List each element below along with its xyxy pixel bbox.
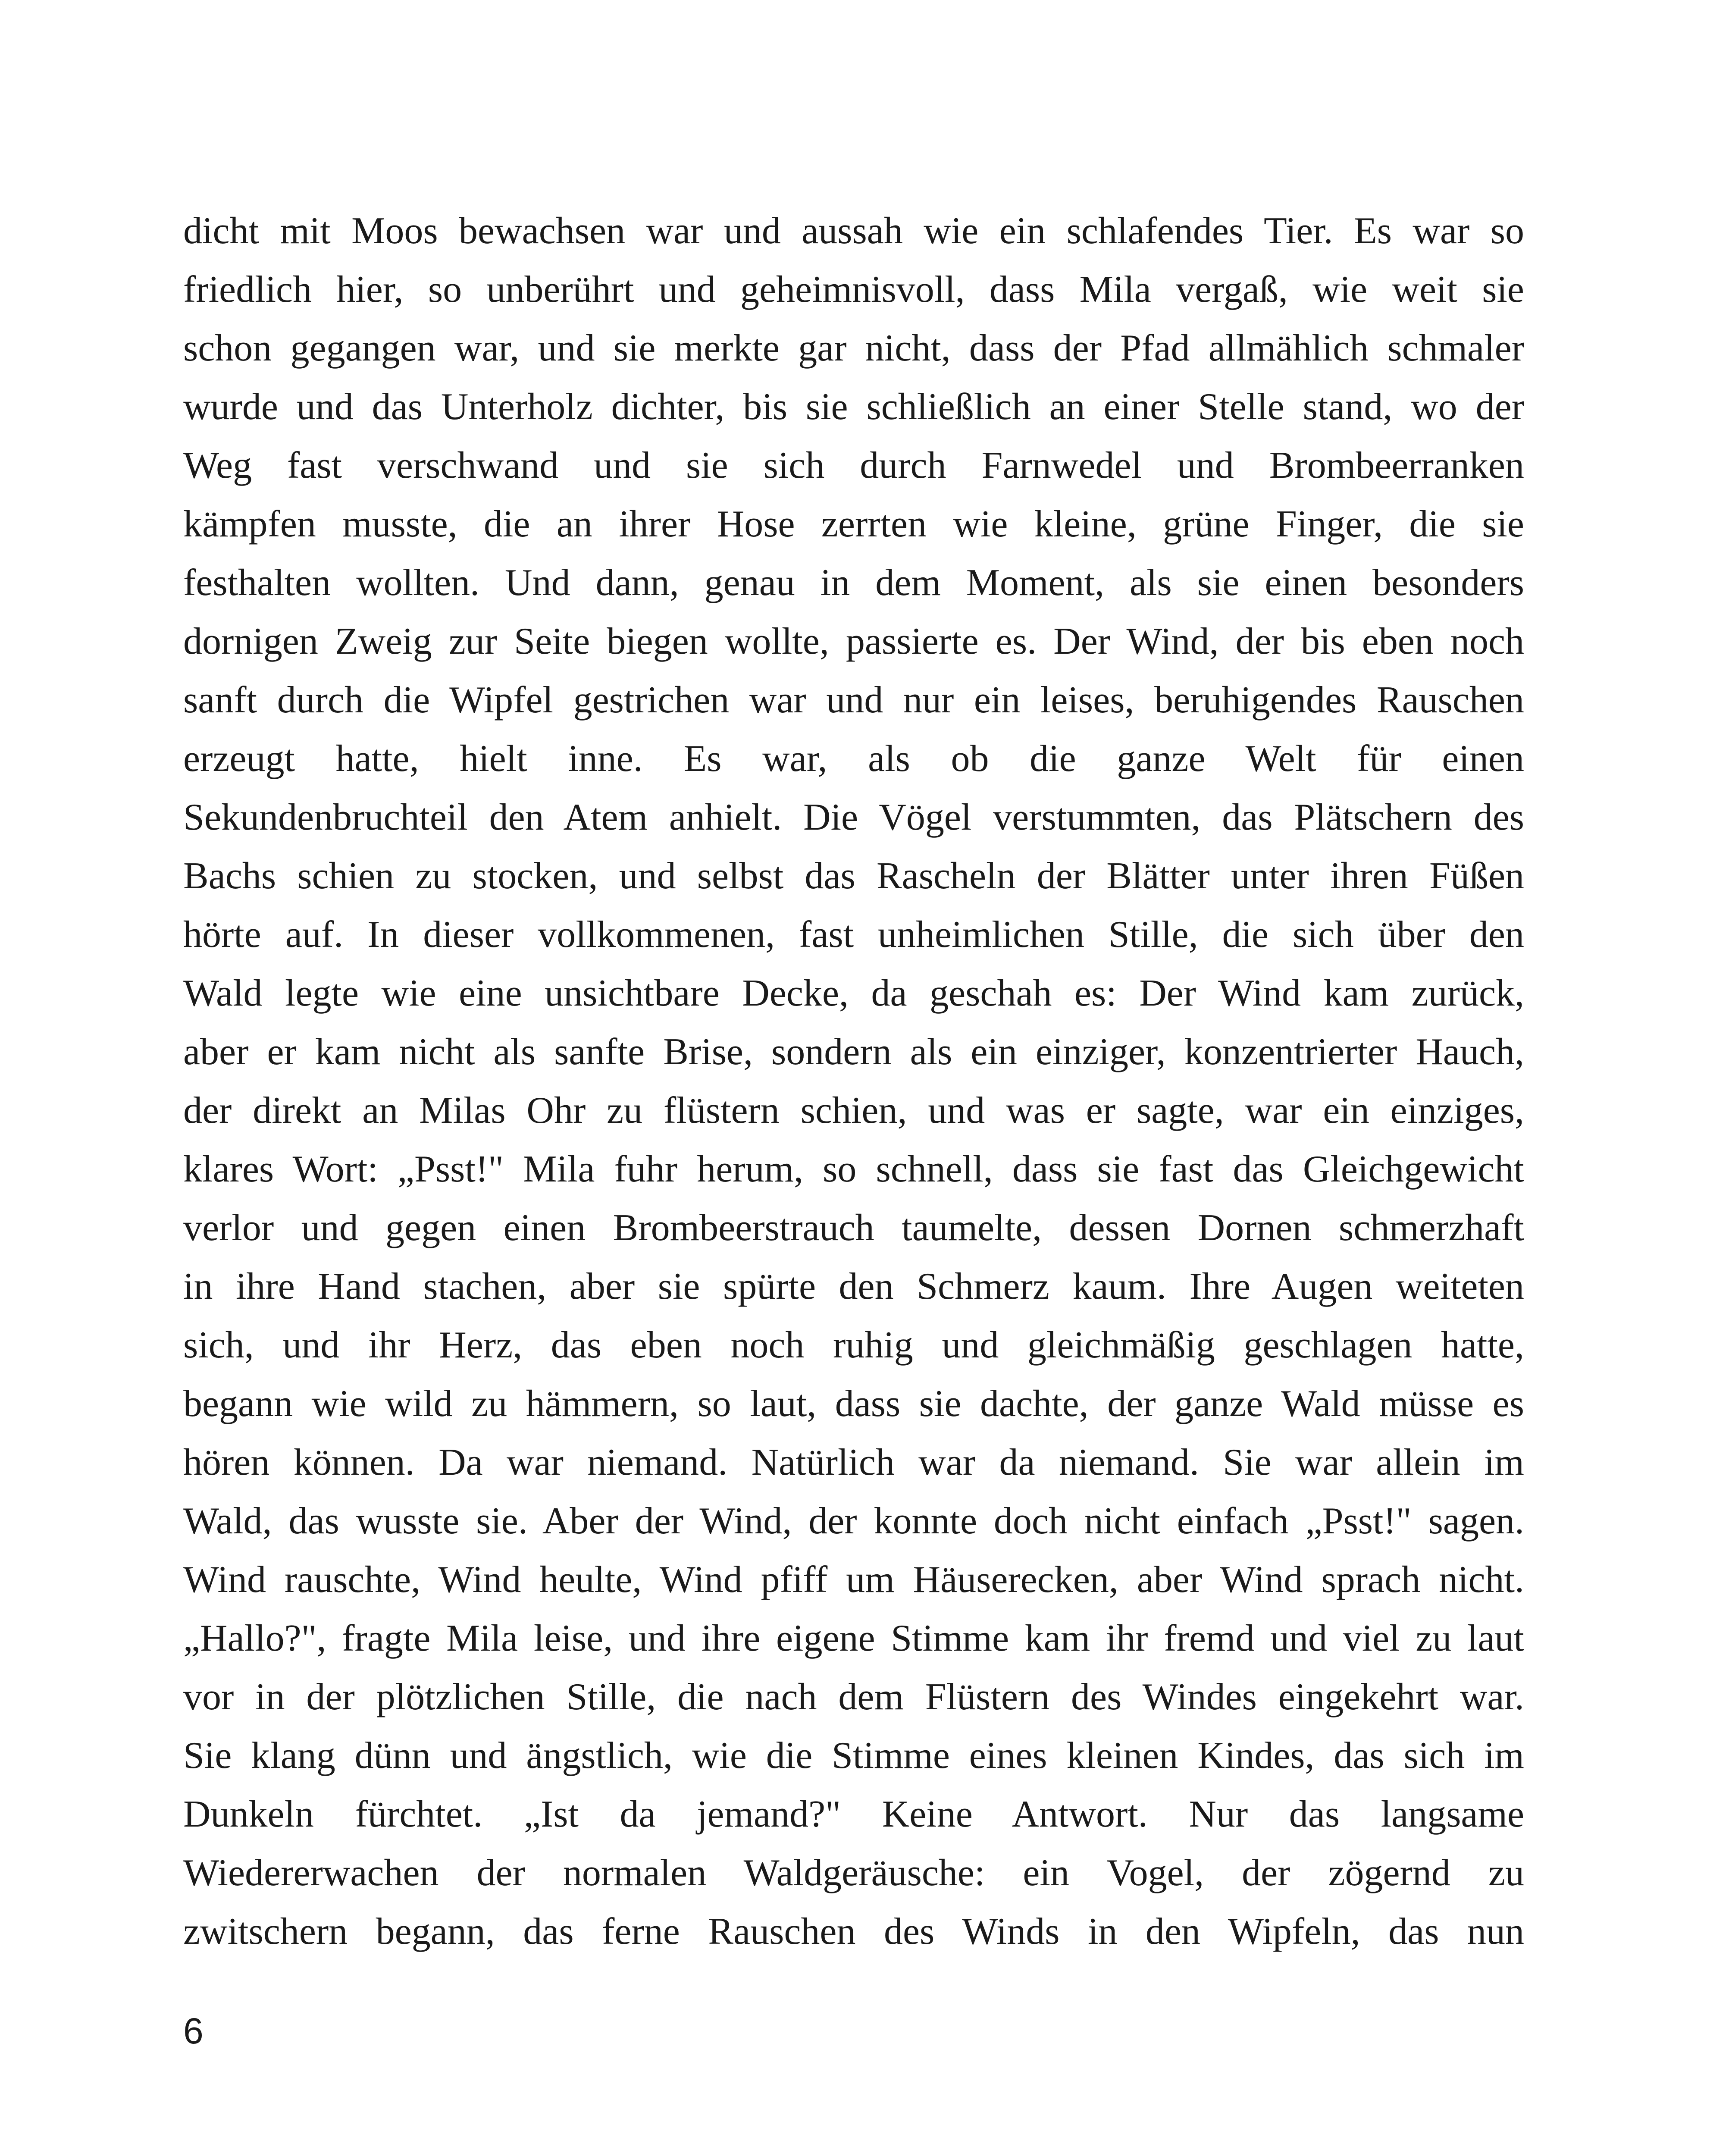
text-line: Wald legte wie eine unsichtbare Decke, da geschah es: Der Wind kam zurück, [183, 972, 1524, 1014]
text-line: kämpfen musste, die an ihrer Hose zerrten wie kleine, grüne Finger, die sie [183, 503, 1524, 545]
text-line: Wald, das wusste sie. Aber der Wind, der konnte doch nicht einfach „Psst!" sagen. [183, 1500, 1524, 1542]
text-line: dornigen Zweig zur Seite biegen wollte, passierte es. Der Wind, der bis eben noch [183, 620, 1524, 662]
text-line: wurde und das Unterholz dichter, bis sie schließlich an einer Stelle stand, wo der [183, 386, 1524, 428]
text-line: begann wie wild zu hämmern, so laut, dass sie dachte, der ganze Wald müsse es [183, 1383, 1524, 1425]
text-line: friedlich hier, so unberührt und geheimnisvoll, dass Mila vergaß, wie weit sie [183, 269, 1524, 310]
text-line: klares Wort: „Psst!" Mila fuhr herum, so schnell, dass sie fast das Gleichgewicht [183, 1148, 1524, 1190]
text-line: hörte auf. In dieser vollkommenen, fast unheimlichen Stille, die sich über den [183, 914, 1524, 956]
text-line: schon gegangen war, und sie merkte gar nicht, dass der Pfad allmählich schmaler [183, 327, 1524, 369]
text-line: in ihre Hand stachen, aber sie spürte den Schmerz kaum. Ihre Augen weiteten [183, 1266, 1524, 1307]
text-line: sich, und ihr Herz, das eben noch ruhig und gleichmäßig geschlagen hatte, [183, 1324, 1524, 1366]
text-line: „Hallo?", fragte Mila leise, und ihre eigene Stimme kam ihr fremd und viel zu laut [183, 1617, 1524, 1659]
text-line: Bachs schien zu stocken, und selbst das Rascheln der Blätter unter ihren Füßen [183, 855, 1524, 897]
text-line: Weg fast verschwand und sie sich durch Farnwedel und Brombeerranken [183, 445, 1524, 486]
text-line: erzeugt hatte, hielt inne. Es war, als ob die ganze Welt für einen [183, 738, 1524, 780]
body-text [183, 202, 1524, 1961]
text-line: Wind rauschte, Wind heulte, Wind pfiff um Häuserecken, aber Wind sprach nicht. [183, 1559, 1524, 1601]
text-line: vor in der plötzlichen Stille, die nach dem Flüstern des Windes eingekehrt war. [183, 1676, 1524, 1718]
text-line: aber er kam nicht als sanfte Brise, sondern als ein einziger, konzentrierter Hauch, [183, 1031, 1524, 1073]
text-line: festhalten wollten. Und dann, genau in dem Moment, als sie einen besonders [183, 562, 1524, 604]
text-line: dicht mit Moos bewachsen war und aussah wie ein schlafendes Tier. Es war so [183, 210, 1524, 252]
text-line: hören können. Da war niemand. Natürlich war da niemand. Sie war allein im [183, 1442, 1524, 1483]
text-line: verlor und gegen einen Brombeerstrauch taumelte, dessen Dornen schmerzhaft [183, 1207, 1524, 1249]
text-line: sanft durch die Wipfel gestrichen war und nur ein leises, beruhigendes Rauschen [183, 679, 1524, 721]
text-line: der direkt an Milas Ohr zu flüstern schien, und was er sagte, war ein einziges, [183, 1090, 1524, 1131]
page-number: 6 [183, 2011, 204, 2051]
text-line: Sekundenbruchteil den Atem anhielt. Die Vögel verstummten, das Plätschern des [183, 796, 1524, 838]
text-line: Dunkeln fürchtet. „Ist da jemand?" Keine Antwort. Nur das langsame [183, 1793, 1524, 1835]
text-line: Sie klang dünn und ängstlich, wie die Stimme eines kleinen Kindes, das sich im [183, 1735, 1524, 1777]
text-line: Wiedererwachen der normalen Waldgeräusche: ein Vogel, der zögernd zu [183, 1852, 1524, 1894]
text-line: zwitschern begann, das ferne Rauschen des Winds in den Wipfeln, das nun [183, 1911, 1524, 1952]
